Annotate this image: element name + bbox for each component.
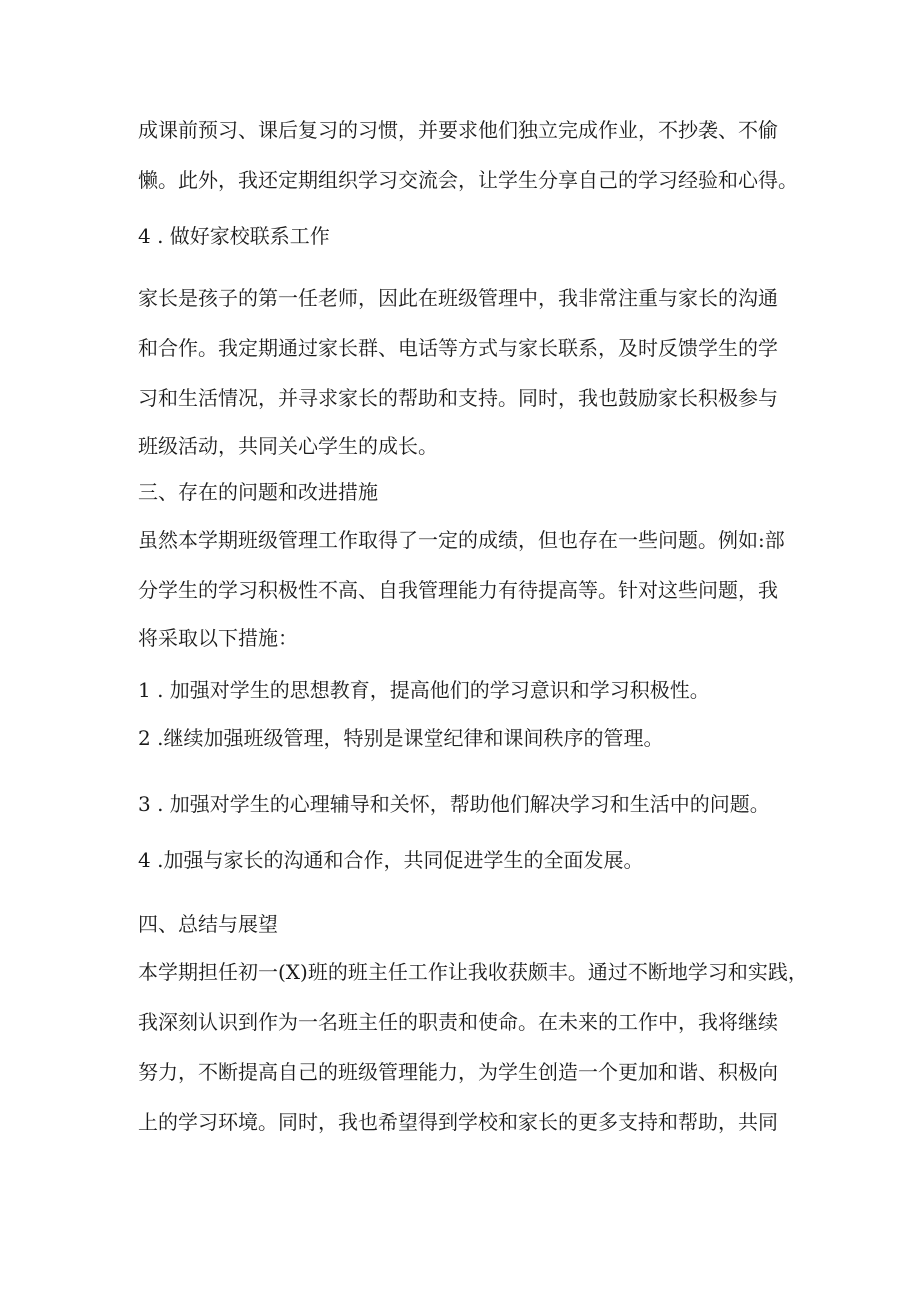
paragraph-line: 虽然本学期班级管理工作取得了一定的成绩，但也存在一些问题。例如:部 <box>138 528 785 552</box>
paragraph-line: 家长是孩子的第一任老师，因此在班级管理中，我非常注重与家长的沟通 <box>138 286 778 310</box>
paragraph-line: 成课前预习、课后复习的习惯，并要求他们独立完成作业，不抄袭、不偷 <box>138 118 778 142</box>
paragraph-line: 努力，不断提高自己的班级管理能力，为学生创造一个更加和谐、积极向 <box>138 1060 778 1084</box>
paragraph-line: 上的学习环境。同时，我也希望得到学校和家长的更多支持和帮助，共同 <box>138 1110 778 1134</box>
list-item: 3 . 加强对学生的心理辅导和关怀，帮助他们解决学习和生活中的问题。 <box>138 792 770 816</box>
paragraph-line: 将采取以下措施： <box>138 626 298 650</box>
paragraph-line: 习和生活情况，并寻求家长的帮助和支持。同时，我也鼓励家长积极参与 <box>138 386 778 410</box>
paragraph-line: 本学期担任初一(X)班的班主任工作让我收获颇丰。通过不断地学习和实践， <box>138 960 808 984</box>
list-item: 1 . 加强对学生的思想教育，提高他们的学习意识和学习积极性。 <box>138 678 710 702</box>
section-heading: 4 . 做好家校联系工作 <box>138 224 330 248</box>
paragraph-line: 分学生的学习积极性不高、自我管理能力有待提高等。针对这些问题，我 <box>138 578 778 602</box>
section-heading: 四、总结与展望 <box>138 912 278 936</box>
paragraph-line: 班级活动，共同关心学生的成长。 <box>138 434 438 458</box>
paragraph-line: 和合作。我定期通过家长群、电话等方式与家长联系，及时反馈学生的学 <box>138 336 778 360</box>
list-item: 2 .继续加强班级管理，特别是课堂纪律和课间秩序的管理。 <box>138 726 664 750</box>
list-item: 4 .加强与家长的沟通和合作，共同促进学生的全面发展。 <box>138 848 644 872</box>
paragraph-line: 懒。此外，我还定期组织学习交流会，让学生分享自己的学习经验和心得。 <box>138 168 798 192</box>
paragraph-line: 我深刻认识到作为一名班主任的职责和使命。在未来的工作中，我将继续 <box>138 1010 778 1034</box>
section-heading: 三、存在的问题和改进措施 <box>138 480 378 504</box>
